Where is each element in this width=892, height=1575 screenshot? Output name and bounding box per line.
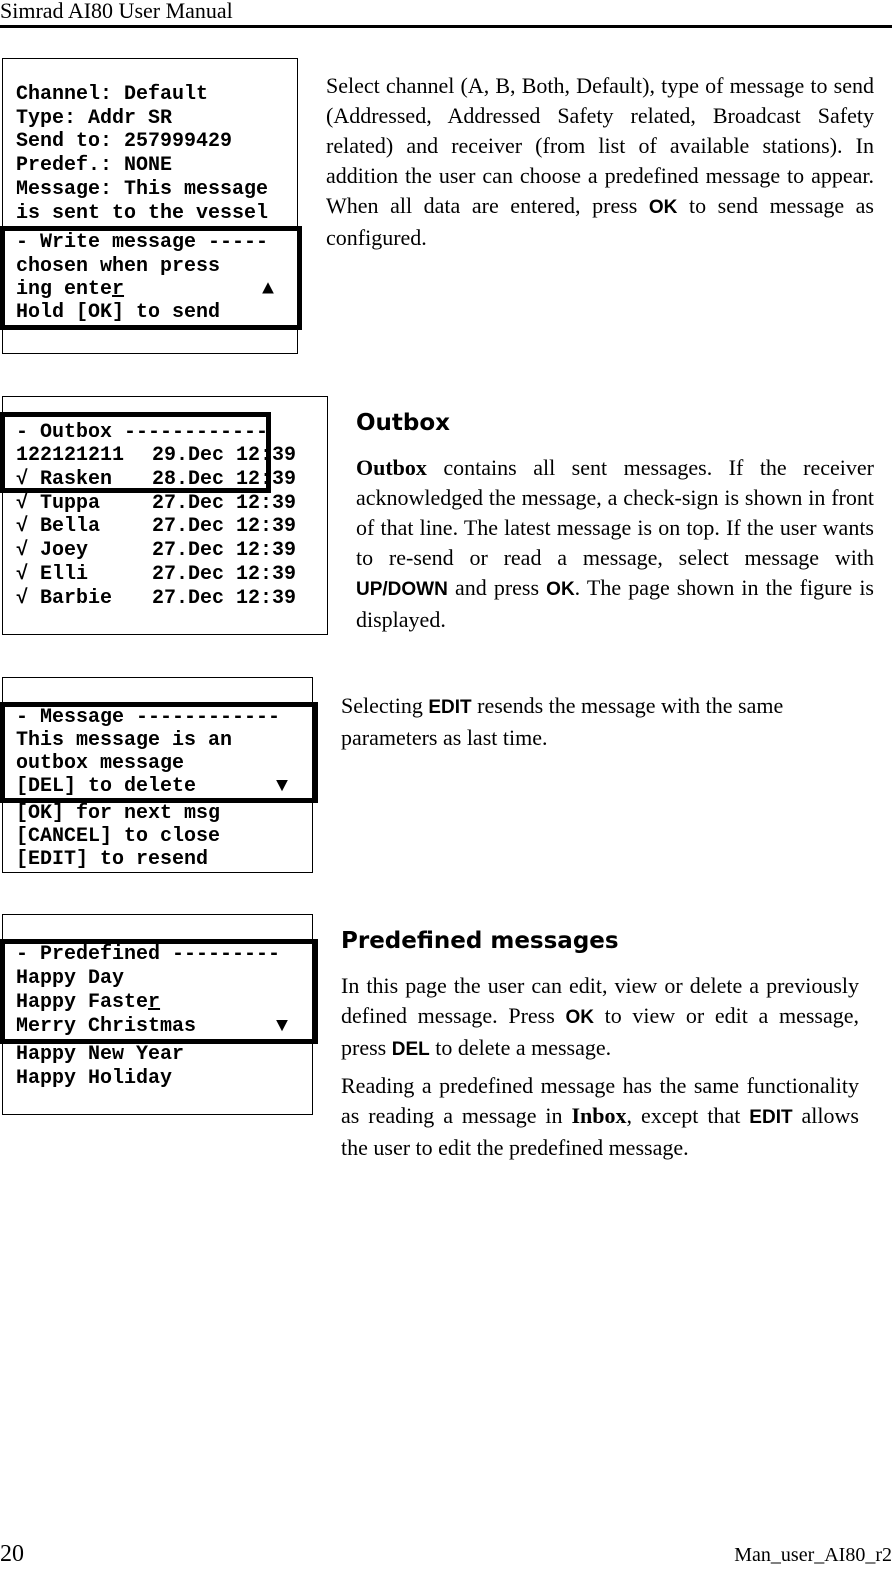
screen-line: [EDIT] to resend [16,848,209,871]
screen-line [16,991,160,1015]
outbox-row-date: 29.Dec 12:39 [152,444,297,467]
write-message-screen [2,58,298,354]
outbox-heading: Outbox [356,410,451,436]
outbox-row-date: 27.Dec 12:39 [152,563,297,586]
text-cursor: r [148,991,161,1014]
screen-line: chosen when press [16,255,221,278]
screen-line: - Predefined --------- [16,943,281,966]
header-rule [0,25,892,28]
text-cursor: r [112,278,125,301]
screen-line: Happy Holiday [16,1067,173,1090]
screen-line: Channel: Default [16,83,209,106]
scroll-down-arrow-icon: ▼ [276,775,289,798]
screen-line: Predef.: NONE [16,154,173,177]
outbox-row-date: 27.Dec 12:39 [152,539,297,562]
predefined-description-1: In this page the user can edit, view or delete a previously defined message. Press OK to view or edit a message, press DEL to delete a message. [341,973,859,1060]
outbox-row-name: √ Rasken [16,468,113,491]
screen-text: ing ente [16,278,113,301]
screen-line: Send to: 257999429 [16,130,233,153]
outbox-row-date: 27.Dec 12:39 [152,515,297,538]
predefined-heading: Predefined messages [341,928,619,954]
document-id: Man_user_AI80_r2 [734,1544,892,1566]
outbox-row-name: √ Joey [16,539,89,562]
outbox-row-name: √ Barbie [16,587,113,610]
screen-line [16,278,124,302]
scroll-down-arrow-icon: ▼ [276,1015,289,1038]
write-message-description: Select channel (A, B, Both, Default), type of message to send (Addressed, Addressed Safety related, Broadcast Safety related) and receiver (from list of available stations). In addition the user can choose a predefined message to appear. When all data are entered, press OK to send message as configured. [326,73,874,250]
page-header-title: Simrad AI80 User Manual [0,0,233,23]
outbox-description: Outbox contains all sent messages. If the receiver acknowledged the message, a check-sign is shown in front of that line. The latest message is on top. If the user wants to re-send or read a message, select message with UP/DOWN and press OK. The page shown in the figure is displayed. [356,455,874,632]
message-screen [2,677,313,873]
screen-line: Happy New Year [16,1043,185,1066]
screen-line: Message: This message [16,178,269,201]
outbox-screen [2,396,328,635]
screen-line: - Outbox ------------ [16,421,269,444]
screen-line: - Message ------------ [16,706,281,729]
scroll-up-arrow-icon: ▲ [262,278,275,301]
screen-line: Merry Christmas [16,1015,197,1038]
outbox-row-name: √ Elli [16,563,89,586]
outbox-row-date: 27.Dec 12:39 [152,492,297,515]
screen-line: [CANCEL] to close [16,825,221,848]
screen-line: Happy Day [16,967,125,990]
outbox-row-name: 122121211 [16,444,125,467]
predefined-description-2: Reading a predefined message has the same functionality as reading a message in Inbox, except that EDIT allows the user to edit the predefined message. [341,1073,859,1160]
screen-line: [DEL] to delete [16,775,197,798]
screen-line: outbox message [16,752,185,775]
page-number: 20 [0,1541,24,1567]
outbox-row-name: √ Bella [16,515,101,538]
message-description: Selecting EDIT resends the message with the same parameters as last time. [341,693,784,750]
screen-line: [OK] for next msg [16,802,221,825]
screen-line: is sent to the vessel [16,202,269,225]
screen-line: This message is an [16,729,233,752]
predefined-screen [2,914,313,1115]
outbox-row-name: √ Tuppa [16,492,101,515]
outbox-row-date: 28.Dec 12:39 [152,468,297,491]
screen-line: Hold [OK] to send [16,301,221,324]
screen-line: - Write message ----- [16,231,269,254]
screen-line: Type: Addr SR [16,107,173,130]
outbox-row-date: 27.Dec 12:39 [152,587,297,610]
screen-text: Happy Faste [16,991,149,1014]
